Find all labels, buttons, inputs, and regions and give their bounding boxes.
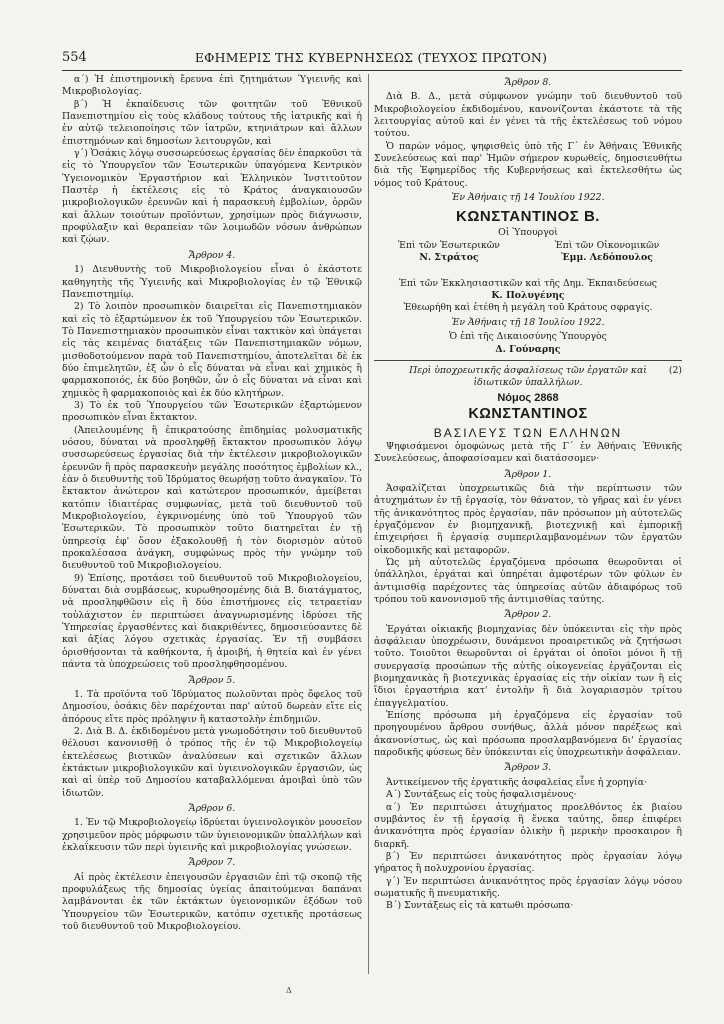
paragraph: 1. Τὰ προϊόντα τοῦ Ἱδρύματος πωλοῦνται πρὸς ὄφελος τοῦ Δημοσίου, ὁσάκις δὲν παρέχονται παρ' αὐτοῦ δωρεὰν εἴτε εἰς ἀπόρους εἴτε πρὸς πρόληψιν ἢ καταστολὴν ἐπιδημιῶν. xyxy=(62,688,362,725)
paragraph: Διὰ Β. Δ., μετὰ σύμφωνον γνώμην τοῦ διευθυντοῦ τοῦ Μικροβιολογείου ἐκδιδομένου, κανονίζονται ἑκάστοτε τὰ τῆς λειτουργίας αὐτοῦ καὶ ἐν γένει τὰ τῆς ἐκτελέσεως τοῦ νόμου τούτου. xyxy=(374,91,682,140)
paragraph: Α΄) Συντάξεως εἰς τοὺς ἠσφαλισμένους· xyxy=(386,789,577,801)
paragraph: Ἀσφαλίζεται ὑποχρεωτικῶς διὰ τὴν περίπτωσιν τῶν ἀτυχημάτων ἐν τῇ ἐργασίᾳ, τὸν θάνατον, τὸ γῆρας καὶ ἐν γένει τῆς ἀνικανότητος πρὸς ἐργασίαν, πᾶν πρόσωπον μὴ αὐτοτελῶς ἐργαζόμενον ἐν βιομηχανικῇ, βιοτεχνικῇ καὶ ἐμπορικῇ ἐπιχειρήσει ἢ ἐργασίᾳ συμπεριλαμβανομένων τῶν ἐργατῶν οἰκοδομικῆς καὶ μεταφορῶν. xyxy=(374,482,682,556)
seal-note: Ἐθεωρήθη καὶ ἐτέθη ἡ μεγάλη τοῦ Κράτους σφραγίς. xyxy=(403,302,653,314)
paragraph: Ὡς μὴ αὐτοτελῶς ἐργαζόμενα πρόσωπα θεωροῦνται οἱ ὑπάλληλοι, ἐργάται καὶ ὑπηρέται ἀμφοτέρων τῶν φύλων ἐν ἀντιμισθίᾳ παρέχοντες τὰς ὑπηρεσίας αὐτῶν ἀδιαφόρως τοῦ τρόπου τοῦ κανονισμοῦ τῆς ἀντιμισθίας ταύτης. xyxy=(374,556,682,605)
paragraph: 2) Τὸ λοιπὸν προσωπικὸν διαιρεῖται εἰς Πανεπιστημιακὸν καὶ εἰς τὸ ἐξαρτώμενον ἐκ τοῦ Ὑπουργείου τῶν Ἐσωτερικῶν. Τὸ Πανεπιστημιακὸν προσωπικὸν εἶναι τακτικὸν καὶ ὑπάγεται εἰς τὰς κειμένας διατάξεις τῶν Πανεπιστημιακῶν νόμων, μισθοδοτούμενον παρὰ τοῦ Πανεπιστημίου, ἀποτελεῖται δὲ ἐκ δύο ἐπιμελητῶν, ἐξ ὧν ὁ εἷς δύναται νὰ εἶναι καὶ χημικὸς ἢ φαρμακοποιός, ἐκ δύο βοηθῶν, ὧν ὁ εἷς δύναται νὰ εἶναι καὶ χημικὸς ἢ φαρμακοποιὸς καὶ ἐκ δύο κλητήρων. xyxy=(62,301,362,399)
paragraph: Ἐπίσης πρόσωπα μὴ ἐργαζόμενα εἰς ἐργασίαν τοῦ προηγουμένου ἄρθρου συνήθως, ἀλλὰ μόνον παρέξεως καὶ ἀκανονίστως, ὡς καὶ πρόσωπα προσλαμβανόμενα δι' ἐργασίας παροδικῆς φύσεως δὲν ὑπόκεινται εἰς ὑποχρεωτικὴν ἀσφάλειαν. xyxy=(374,710,682,759)
paragraph: β΄) Ἡ ἐκπαίδευσις τῶν φοιτητῶν τοῦ Ἐθνικοῦ Πανεπιστημίου εἰς τοὺς κλάδους τούτους τῆς ἰατρικῆς καὶ ἡ ἐν αὐτῷ τελειοποίησις τῶν ἰατρῶν, κτηνιάτρων καὶ ἄλλων ἐπιστημόνων καὶ δημοσίων λειτουργῶν, καὶ xyxy=(62,98,362,147)
article-heading: Ἄρθρον 1. xyxy=(504,468,552,480)
minister-finance xyxy=(532,240,682,265)
king-name: ΚΩΝΣΤΑΝΤΙΝΟΣ xyxy=(468,405,588,422)
article-heading: Ἄρθρον 2. xyxy=(504,609,552,621)
ministers-signatures xyxy=(374,240,682,278)
law-subject xyxy=(374,365,682,390)
paragraph: 1) Διευθυντὴς τοῦ Μικροβιολογείου εἶναι ὁ ἑκάστοτε καθηγητὴς τῆς Ὑγιεινῆς καὶ Μικροβιολογίας ἐν τῷ Ἐθνικῷ Πανεπιστημίῳ. xyxy=(62,264,362,300)
minister-name: Κ. Πολυγένης xyxy=(491,290,565,302)
king-signature: ΚΩΝΣΤΑΝΤΙΝΟΣ Β. xyxy=(456,208,600,226)
section-rule xyxy=(374,360,682,361)
minister-title: Ἐπὶ τῶν Ἐσωτερικῶν xyxy=(398,239,500,251)
paragraph: β΄) Ἐν περιπτώσει ἀνικανότητος πρὸς ἐργασίαν λόγῳ γήρατος ἢ πολυχρονίου ἐργασίας. xyxy=(374,850,682,875)
royal-title: ΒΑΣΙΛΕΥΣ ΤΩΝ ΕΛΛΗΝΩΝ xyxy=(433,425,623,440)
paragraph: Ἀντικείμενον τῆς ἐργατικῆς ἀσφαλείας εἶνε ἡ χορηγία· xyxy=(386,776,647,788)
paragraph: Β΄) Συντάξεως εἰς τὰ κατωθι πρόσωπα· xyxy=(386,900,574,912)
minister-name: Ν. Στράτος xyxy=(419,252,479,264)
article-heading: Ἄρθρον 5. xyxy=(188,674,236,686)
paragraph: Ψηφισάμενοι ὁμοφώνως μετὰ τῆς Γ΄ ἐν Ἀθήναις Ἐθνικῆς Συνελεύσεως, ἀποφασίσαμεν καὶ διατάσσομεν· xyxy=(374,440,682,465)
paragraph: Ἐργάται οἰκιακῆς βιομηχανίας δὲν ὑπόκεινται εἰς τὴν πρὸς ἀσφάλειαν ὑποχρέωσιν, δυνάμενοι προαιρετικῶς νὰ ζητήσωσι τοῦτο. Τοιοῦτοι θεωροῦνται οἱ ἐργάται οἱ ὁποῖοι μόνοι ἢ τῇ συνεργασίᾳ προσώπων τῆς αὐτῆς οἰκογενείας ἐργάζονται εἰς βιομηχανικὰς ἢ βιοτεχνικὰς ἐργασίας εἰς τὴν οἰκίαν των ἢ εἰς ἴδιοι ἐργαστήρια κατ' ἐντολὴν ἢ διὰ λογαριασμὸν τρίτου ἐπαγγελματίου. xyxy=(374,623,682,709)
date-line: Ἐν Ἀθήναις τῇ 14 Ἰουλίου 1922. xyxy=(451,192,605,204)
gazette-title: ΕΦΗΜΕΡΙΣ ΤΗΣ ΚΥΒΕΡΝΗΣΕΩΣ (ΤΕΥΧΟΣ ΠΡΩΤΟΝ) xyxy=(194,50,548,65)
paragraph: 1. Ἐν τῷ Μικροβιολογείῳ ἱδρύεται ὑγιεινολογικὸν μουσεῖον χρησιμεῦον πρὸς μόρφωσιν τῶν ὑγιειονομικῶν ὑπαλλήλων καὶ ἐκλαΐκευσιν τῶν περὶ ὑγιεινῆς καὶ μικροβιολογίας γνώσεων. xyxy=(62,817,362,853)
paragraph: Αἱ πρὸς ἐκτέλεσιν ἐπειγουσῶν ἐργασιῶν ἐπὶ τῷ σκοπῷ τῆς προφυλάξεως τῆς δημοσίας ὑγείας ἀπαιτούμεναι δαπάναι λαμβάνονται ἐκ τῶν ἐκτάκτων ὑγειονομικῶν ἐξόδων τοῦ Ὑπουργείου τῶν Ἐσωτερικῶν, κατόπιν σχετικῆς προτάσεως τοῦ διευθυντοῦ τοῦ Μικροβιολογείου. xyxy=(62,871,362,933)
law-subject-text: Περὶ ὑποχρεωτικῆς ἀσφαλίσεως τῶν ἐργατῶν καὶ ἰδιωτικῶν ὑπαλλήλων. xyxy=(409,364,647,389)
paragraph: α΄) Ἐν περιπτώσει ἀτυχήματος προελθόντος ἐκ βιαίου συμβάντος ἐν τῇ ἐργασίᾳ ἢ ἕνεκα ταύτης, ὅπερ ἐπιφέρει ἀνικανότητα πρὸς ἐργασίαν ὁλικὴν ἢ μερικὴν προσκαιρον ἢ διαρκῆ. xyxy=(374,801,682,850)
page-number: 554 xyxy=(62,50,87,65)
minister-interior xyxy=(374,240,524,265)
article-heading: Ἄρθρον 3. xyxy=(504,762,552,774)
law-number-ref: (2) xyxy=(668,364,682,376)
minister-name: Ἐμμ. Λεδόπουλος xyxy=(561,252,653,264)
paragraph: 9) Ἐπίσης, προτάσει τοῦ διευθυντοῦ τοῦ Μικροβιολογείου, δύναται διὰ συμβάσεως, κυρωθησομένης διὰ Β. διατάγματος, νὰ προσληφθῶσιν εἰς ἢ δύο ἐπιστήμονες εἰς τετραετίαν τοὐλάχιστον ἐν περιπτώσει ἀναγνωρισμένης ἰδρύσει τῆς Ὑπηρεσίας ἐργασθέντες καὶ διακριθέντες, δημοσιεύσαντες δὲ καὶ ἀξίας λόγου σχετικὰς ἐργασίας. Ἐν τῇ συμβάσει ὁρισθήσονται τὰ καθήκοντα, ἡ ἀμοιβή, ἡ θητεία καὶ ἐν γένει πάντα τὰ ὑποχρεώσεις τοῦ προσληφθησομένου. xyxy=(62,572,362,671)
article-heading: Ἄρθρον 8. xyxy=(504,77,552,88)
paragraph: α΄) Ἡ ἐπιστημονικὴ ἔρευνα ἐπὶ ζητημάτων Ὑγιεινῆς καὶ Μικροβιολογίας. xyxy=(62,74,362,98)
paragraph: 3) Τὸ ἐκ τοῦ Ὑπουργείου τῶν Ἐσωτερικῶν ἐξαρτώμενον προσωπικὸν εἶναι ἔκτακτον. xyxy=(62,399,362,424)
minister-title: Ἐπὶ τῶν Ἐκκλησιαστικῶν καὶ τῆς Δημ. Ἐκπαιδεύσεως xyxy=(399,277,657,289)
justice-minister-title: Ὁ ἐπὶ τῆς Δικαιοσύνης Ὑπουργὸς xyxy=(449,331,607,343)
date-line: Ἐν Ἀθήναις τῇ 18 Ἰουλίου 1922. xyxy=(451,316,605,328)
article-heading: Ἄρθρον 7. xyxy=(188,857,236,869)
paragraph: γ΄) Ἐν περιπτώσει ἀνικανότητος πρὸς ἐργασίαν λόγῳ νόσου σωματικῆς ἢ πνευματικῆς. xyxy=(374,875,682,899)
footer-mark: Δ xyxy=(286,986,292,995)
justice-minister-name: Δ. Γούναρης xyxy=(495,343,561,355)
minister-title: Ἐπὶ τῶν Οἰκονομικῶν xyxy=(554,239,660,251)
paragraph: γ΄) Ὁσάκις λόγῳ συσσωρεύσεως ἐργασίας δὲν ἐπαρκοῦσι τὰ εἰς τὸ Ὑπουργεῖον τῶν Ἐσωτερικῶν ὑπαγόμενα Κεντρικὸν Ὑγειονομικὸν Ἐργαστήριον καὶ Ἑλληνικὸν Ἰνστιτοῦτον Παστὲρ ἡ ἐκτέλεσις εἰς τὸ Κράτος ἀναγκαιουσῶν μικροβιολογικῶν ἐρευνῶν καὶ ἡ παρασκευὴ ἐμβολίων, ὀρρῶν καὶ ἄλλων τοιούτων προϊόντων, χρησίμων πρὸς διάγνωσιν, προφύλαξιν καὶ θεραπείαν τῶν λοιμωδῶν νόσων ἀνθρώπων καὶ ζῴων. xyxy=(62,148,362,246)
page-header xyxy=(62,48,680,68)
right-column xyxy=(374,74,682,913)
column-divider xyxy=(368,74,369,974)
paragraph: (Ἀπειλουμένης ἢ ἐπικρατούσης ἐπιδημίας μολυσματικῆς νόσου, δύναται νὰ προσληφθῇ ἔκτακτον προσωπικὸν λόγῳ συσσωρεύσεως ἐργασίας διὰ τὴν ἐκτέλεσιν μικροβιολογικῶν ἐρευνῶν ἢ πρὸς παρασκευὴν μεγάλης ποσότητος ἐμβολίων κλ., ἐὰν ὁ διευθυντὴς τοῦ Ἱδρύματος θεωρήσῃ τοῦτο ἀναγκαῖον. Τὸ ἔκτακτον ἀνώτερον καὶ κατώτερον προσωπικόν, ἀμείβεται κατόπιν ἰδιαιτέρας συμφωνίας, μετὰ τοῦ διευθυντοῦ τοῦ Μικροβιολογείου, ἐγκρινομένης ὑπὸ τοῦ Ὑπουργοῦ τῶν Ἐσωτερικῶν. Τὸ προσωπικὸν τοῦτο διατηρεῖται ἐν τῇ ὑπηρεσίᾳ ἐφ' ὅσον ἐξακολουθῇ ἡ τὸν διορισμὸν αὐτοῦ προκαλέσασα ἀνάγκη, συμφώνως πρὸς τὴν γνώμην τοῦ διευθυντοῦ τοῦ Μικροβιολογείου. xyxy=(62,424,362,572)
paragraph: 2. Διὰ Β. Δ. ἐκδιδομένου μετὰ γνωμοδότησιν τοῦ διευθυντοῦ θέλουσι κανονισθῇ ὁ τρόπος τῆς ἐν τῷ Μικροβιολογείῳ ἐκτελέσεως βιοτικῶν ἀναλύσεων καὶ σχετικῶν ἄλλων ἐκτάκτων μικροβιολογικῶν καὶ ὑγιεινολογικῶν ἐργασιῶν, ὡς καὶ αἱ ὑπὲρ τοῦ Δημοσίου καταβαλλόμεναι ἀμοιβαὶ ὑπὸ τῶν ἰδιωτῶν. xyxy=(62,725,362,799)
law-number: Νόμος 2868 xyxy=(497,391,559,404)
article-heading: Ἄρθρον 4. xyxy=(188,249,236,261)
ministers-label: Οἱ Ὑπουργοὶ xyxy=(498,227,558,239)
header-rule xyxy=(62,70,682,71)
article-heading: Ἄρθρον 6. xyxy=(188,802,236,814)
paragraph: Ὁ παρὼν νόμος, ψηφισθεὶς ὑπὸ τῆς Γ΄ ἐν Ἀθήναις Ἐθνικῆς Συνελεύσεως καὶ παρ' Ἡμῶν σήμερον κυρωθείς, δημοσιευθήτω διὰ τῆς Ἐφημερίδος τῆς Κυβερνήσεως καὶ ἐκτελεσθήτω ὡς νόμος τοῦ Κράτους. xyxy=(374,140,682,189)
left-column xyxy=(62,74,362,933)
